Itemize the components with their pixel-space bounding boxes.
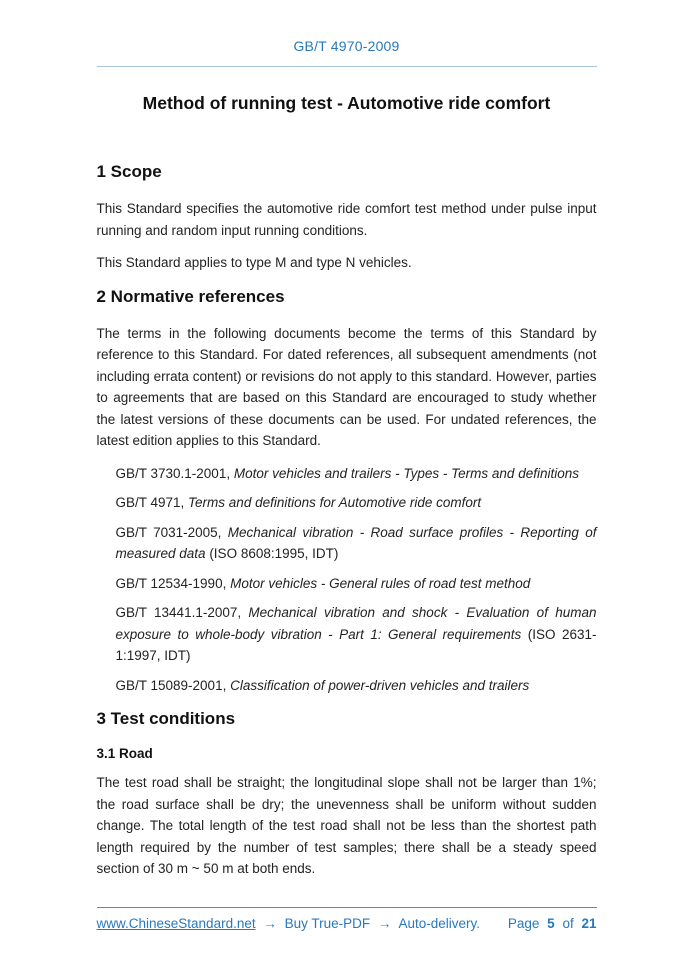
reference-code: GB/T 15089-2001, bbox=[115, 677, 231, 693]
reference-item bbox=[97, 492, 597, 514]
reference-code: GB/T 3730.1-2001, bbox=[115, 465, 234, 481]
total-pages-number: 21 bbox=[581, 916, 597, 931]
road-paragraph: The test road shall be straight; the longitudinal slope shall not be larger than 1%; the road surface shall be dry; the unevenness shall be uniform without sudden change. The total length of the test road shall not be less than the shortest path length required by the number of test samples; there shall be a steady speed section of 30 m ~ 50 m at both ends. bbox=[96, 775, 597, 876]
reference-title: Classification of power-driven vehicles and trailers bbox=[230, 677, 530, 693]
arrow-icon: → bbox=[263, 916, 277, 931]
of-label: of bbox=[562, 916, 574, 931]
reference-suffix: (ISO 2631-1:1997, IDT) bbox=[115, 626, 597, 663]
current-page-number: 5 bbox=[547, 916, 555, 931]
section-heading-scope: 1 Scope bbox=[96, 162, 162, 181]
reference-code: GB/T 4971, bbox=[115, 495, 189, 510]
reference-code: GB/T 7031-2005, bbox=[115, 524, 228, 540]
reference-item bbox=[97, 573, 597, 595]
section-heading-test-conditions: 3 Test conditions bbox=[96, 709, 236, 728]
reference-code: GB/T 12534-1990, bbox=[115, 575, 231, 591]
reference-item bbox=[97, 675, 597, 697]
reference-title: Mechanical vibration - Road surface profiles - Reporting of measured data bbox=[115, 524, 597, 561]
reference-title: Mechanical vibration and shock - Evaluation of human exposure to whole-body vibration - Part 1: General requirements bbox=[115, 605, 597, 642]
doc-code: GB/T 4970-2009 bbox=[293, 38, 400, 54]
reference-item bbox=[97, 522, 597, 565]
subsection-heading-road: 3.1 Road bbox=[96, 746, 153, 761]
arrow-icon: → bbox=[377, 916, 392, 931]
reference-title: Motor vehicles - General rules of road test method bbox=[230, 575, 531, 591]
reference-suffix: (ISO 8608:1995, IDT) bbox=[205, 546, 339, 561]
normative-intro-paragraph: The terms in the following documents become the terms of this Standard by reference to this Standard. For dated references, all subsequent amendments (not including errata content) or revisions do not apply to this standard. However, parties to agreements that are based on this Standard are encouraged to study whether the latest versions of these documents can be used. For undated references, the latest edition applies to this Standard. bbox=[96, 325, 597, 448]
document-title: Method of running test - Automotive ride comfort bbox=[142, 93, 551, 113]
footer-tagline bbox=[97, 916, 480, 931]
page-footer bbox=[97, 907, 597, 931]
reference-item bbox=[97, 463, 597, 485]
normative-reference-list bbox=[97, 463, 597, 697]
page-label: Page bbox=[507, 916, 540, 931]
reference-title: Terms and definitions for Automotive ride comfort bbox=[188, 495, 482, 510]
section-heading-normative-references: 2 Normative references bbox=[96, 286, 285, 306]
reference-item bbox=[97, 602, 597, 667]
footer-buy-label: Buy True-PDF bbox=[284, 916, 371, 931]
page-indicator bbox=[508, 916, 597, 931]
scope-paragraph-1: This Standard specifies the automotive ride comfort test method under pulse input running and random input running conditions. bbox=[96, 201, 597, 238]
footer-delivery-label: Auto-delivery. bbox=[398, 916, 480, 931]
reference-title: Motor vehicles and trailers - Types - Terms and definitions bbox=[233, 465, 579, 481]
footer-site-link[interactable]: www.ChineseStandard.net bbox=[96, 916, 256, 931]
page-header bbox=[97, 0, 597, 67]
scope-paragraph-2: This Standard applies to type M and type N vehicles. bbox=[96, 255, 412, 270]
reference-code: GB/T 13441.1-2007, bbox=[115, 605, 249, 620]
